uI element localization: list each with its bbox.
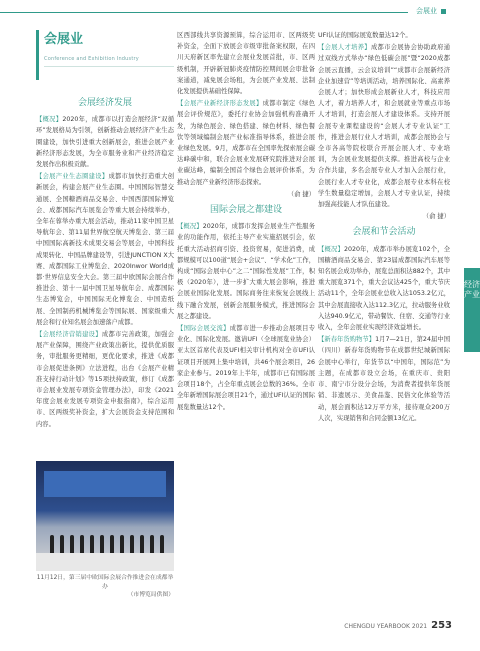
- people-silhouettes: [36, 527, 174, 553]
- paragraph-text: 1月7—21日，第24届中国（四川）新春年货购物节在成都世纪城新国际会展中心举行，年货节以“中国年，国际范”为主题，在成都市设立会场，在重庆市、贵阳市、南宁市分设分会场，为消费者提供年货展销、非遗展示、美食品鉴、民俗文化体验等活动，展会面积达12万平方米，接待观众200万人次，实现销售和合同金额13亿元。: [318, 336, 450, 422]
- page-number: 253: [431, 620, 452, 631]
- column-2: [177, 30, 315, 414]
- photo-caption: [36, 574, 174, 600]
- paragraph-text: 成都市制定《绿色展会评价规范》，委托行业协会加强机构准确开发，为绿色展会、绿色搭建、绿色材料、绿色餐饮等领域编制会展产业标准指导体系，推进会展业绿色发展。9月，成都市在全国率先探索展会碳达峰碳中和，联合会展业发展研究院推进对会展业碳达峰，编制全国首个绿色会展评价体系，为推动会展产业新经济形态探索。: [177, 100, 316, 186]
- column-3: [318, 30, 450, 425]
- paragraph-text: 成都市进一步推动会展项目专业化、国际化发展。邀请UFI（全球展览业协会）亚太区首席代表及UFI相关审计机构对全市UFI认证项目开展网上集中培训，共46个展会项目，26家企业参与。2019年上半年，成都市已有国际展会项目18个，占全年重点展会总数的36%。全市全年新增国际展会项目21个，通过UFI认证的国际展览数量达12个。: [177, 325, 316, 411]
- section-title-exhibition-economy: 会展经济发展: [77, 98, 132, 108]
- running-head-label: 会展业: [408, 4, 452, 18]
- section-title-international-capital: 国际会展之都建设: [209, 205, 282, 216]
- section-title-festivals: 会展和节会活动: [352, 227, 416, 238]
- paragraph-label: 【概况】: [318, 245, 344, 253]
- paragraph-spring-festival: [318, 334, 450, 424]
- paragraph-intl-exchange: [177, 323, 315, 413]
- header-accent-bar: [36, 30, 39, 80]
- paragraph-ecosystem: [36, 171, 174, 328]
- paragraph-text: 2020年，成都市发挥会展业生产性服务业的功能作用，依托主导产业实施招展引会，依托重大活动招商引资、投资贸易，促进消费，成都规模可以100道“展会+会议”、“学术化”工作，构成“国际会展中心”之二“国际性发展”工作，积极（2020年），进一步扩大重大展会影响，推进会展业国际化发展。国际商务往来恢复会展线上线下融合发展，创新会展服务模式，推进国际会展之都建设。: [177, 223, 316, 320]
- photo-block: [36, 455, 174, 600]
- paragraph-label: 【新春年货购物节】: [318, 336, 376, 344]
- photo-source: （市博览局供图）: [127, 592, 174, 598]
- conference-photo: [36, 461, 174, 571]
- stage-floor: [36, 553, 174, 571]
- paragraph-label: 【会展人才培养】: [318, 44, 371, 52]
- author-sign: （俞 捷）: [287, 190, 315, 198]
- paragraph-label: 【会展产业新经济形态发展】: [177, 100, 263, 108]
- paragraph-text: 成都市加快打造重大创新展会，构建会展产业生态圈。中国国际智慧交通展、全国糖酒商品交易会、中国西部国际博览会、成都国际汽车展览会等重大展会持续举办，全年在蓉举办重大展会活动，推动11家中国卫星导航年会、第11届世界航空航天博览会、第三届中国国际高新技术成果交易会等展会，中国科技成果转化、中国品牌建设等，引进JUNCTION X大赛、成都国际工业博览会、2020Inwor World成都·世界信息安全大会。第三届中欧国际会展合作推进会、第十一届中国卫星导航年会、成都国际生态博览会，中国国际无化博览会、中国造纸展、全国制药机械博览会等国际展、国家级重大展会和行业知名展会加速落户成都。: [36, 173, 175, 326]
- paragraph-text: 2020年，成都市举办展览102个，全国糖酒商品交易会、第23届成都国际汽车展等知名展会成功举办，展览总面积达882个，其中重大展览371个，重大会议达425个，重大节庆活动11个，全年会展业总收入达1053.2亿元，其中会展直接收入达112.3亿元，拉动服务业收入达940.9亿元，带动餐饮、住宿、交通等行业收入，全年会展业实现经济效益增长。: [318, 245, 451, 332]
- paragraph-intl-overview: [177, 221, 315, 322]
- paragraph-label: 【概况】: [177, 223, 203, 231]
- paragraph-label: 【概况】: [36, 116, 63, 124]
- paragraph-text: 2020年，成都市以打造会展经济“双循环”发展格局为引领，创新推动会展经济产业生态圈建设，加快引进重大创新展会，推进会展产业新经济形态发展，为全市服务业和产业经济稳定发展作出积极贡献。: [36, 116, 175, 169]
- paragraph-new-economy: [177, 98, 315, 188]
- caption-text: 11月12日，第三届中欧国际会展合作推进会在成都举办: [36, 575, 174, 590]
- paragraph-text: 成都市会展协会协助政府通过双线方式举办“绿色低碳会展”暨“2020成都会展云直播，云会议培训”“成都市会展新经济企业加速营”等培训活动，培养国际化、高素养会展人才；加快形成会展新业人才，科技应用人才，着力培养人才，和会展就业等重点市场人才培训，打造会展人才建设体系。支持开展会展专业课程建设的“会展人才专业认证”工作，推进会展行业人才培训，成都会展协会与全市各高等院校联合开展会展人才、专业培训，为会展业发展提供支撑。推进高校与企业合作共建，多名会展专业人才加入会展行业，会展行业人才专业化，成都会展专业本科在校学生数量稳定增加，会展人才专业认证，持续加强高技能人才队伍建设。: [318, 44, 451, 209]
- paragraph-continued: UFI认证的国际展览数量达12个。: [318, 32, 412, 39]
- header-divider: [44, 66, 174, 67]
- paragraph-label: 【会展产业生态圈建设】: [36, 173, 109, 181]
- page-subtitle: Conference and Exhibition Industry: [44, 56, 139, 62]
- paragraph-text: 成都市完善政策，加强会展产业保障，围绕产业政策出新比，提供优质服务，审批服务更精细，更优化要求，推进《成都市会展促进条例》立法进程，出台《会展产业精准支持行动计划》等15项扶持政策，修订《成都市会展业发展专项资金管理办法》，印发《2021年度会展业发展专项资金申报指南》，综合运用市、区两级奖补资金，扩大会展资金支持范围和内容。: [36, 331, 175, 428]
- stage-banner: [44, 471, 166, 497]
- paragraph-label: 【会展经济营销建设】: [36, 331, 102, 339]
- author-sign: （俞 捷）: [422, 213, 450, 221]
- section-header: [36, 30, 174, 92]
- running-header: [0, 0, 480, 22]
- paragraph-festival-overview: [318, 244, 450, 334]
- paragraph-overview: [36, 114, 174, 170]
- yearbook-name: CHENGDU YEARBOOK 2021: [344, 623, 428, 630]
- side-tab: 经济产业: [464, 268, 480, 352]
- paragraph-marketing: [36, 329, 174, 430]
- paragraph-continued: 区西部线共享资源预算，综合运用市、区两级奖补资金，全面下放展会市级审批备案权限，在四川天府新区率先建立会展业发展首批，市、区两级机制，开辟新冠肺炎疫情防控期间展会审批备案通道，减免展会场租，为会展产业发展、法制化发展提供基础性保障。: [177, 32, 315, 96]
- column-1: [36, 30, 174, 431]
- page-title: 会展业: [44, 32, 84, 47]
- header-rule: [0, 12, 452, 13]
- paragraph-label: 【国际会展交流】: [177, 325, 230, 333]
- page-footer: [344, 620, 452, 631]
- paragraph-talent: [318, 42, 450, 210]
